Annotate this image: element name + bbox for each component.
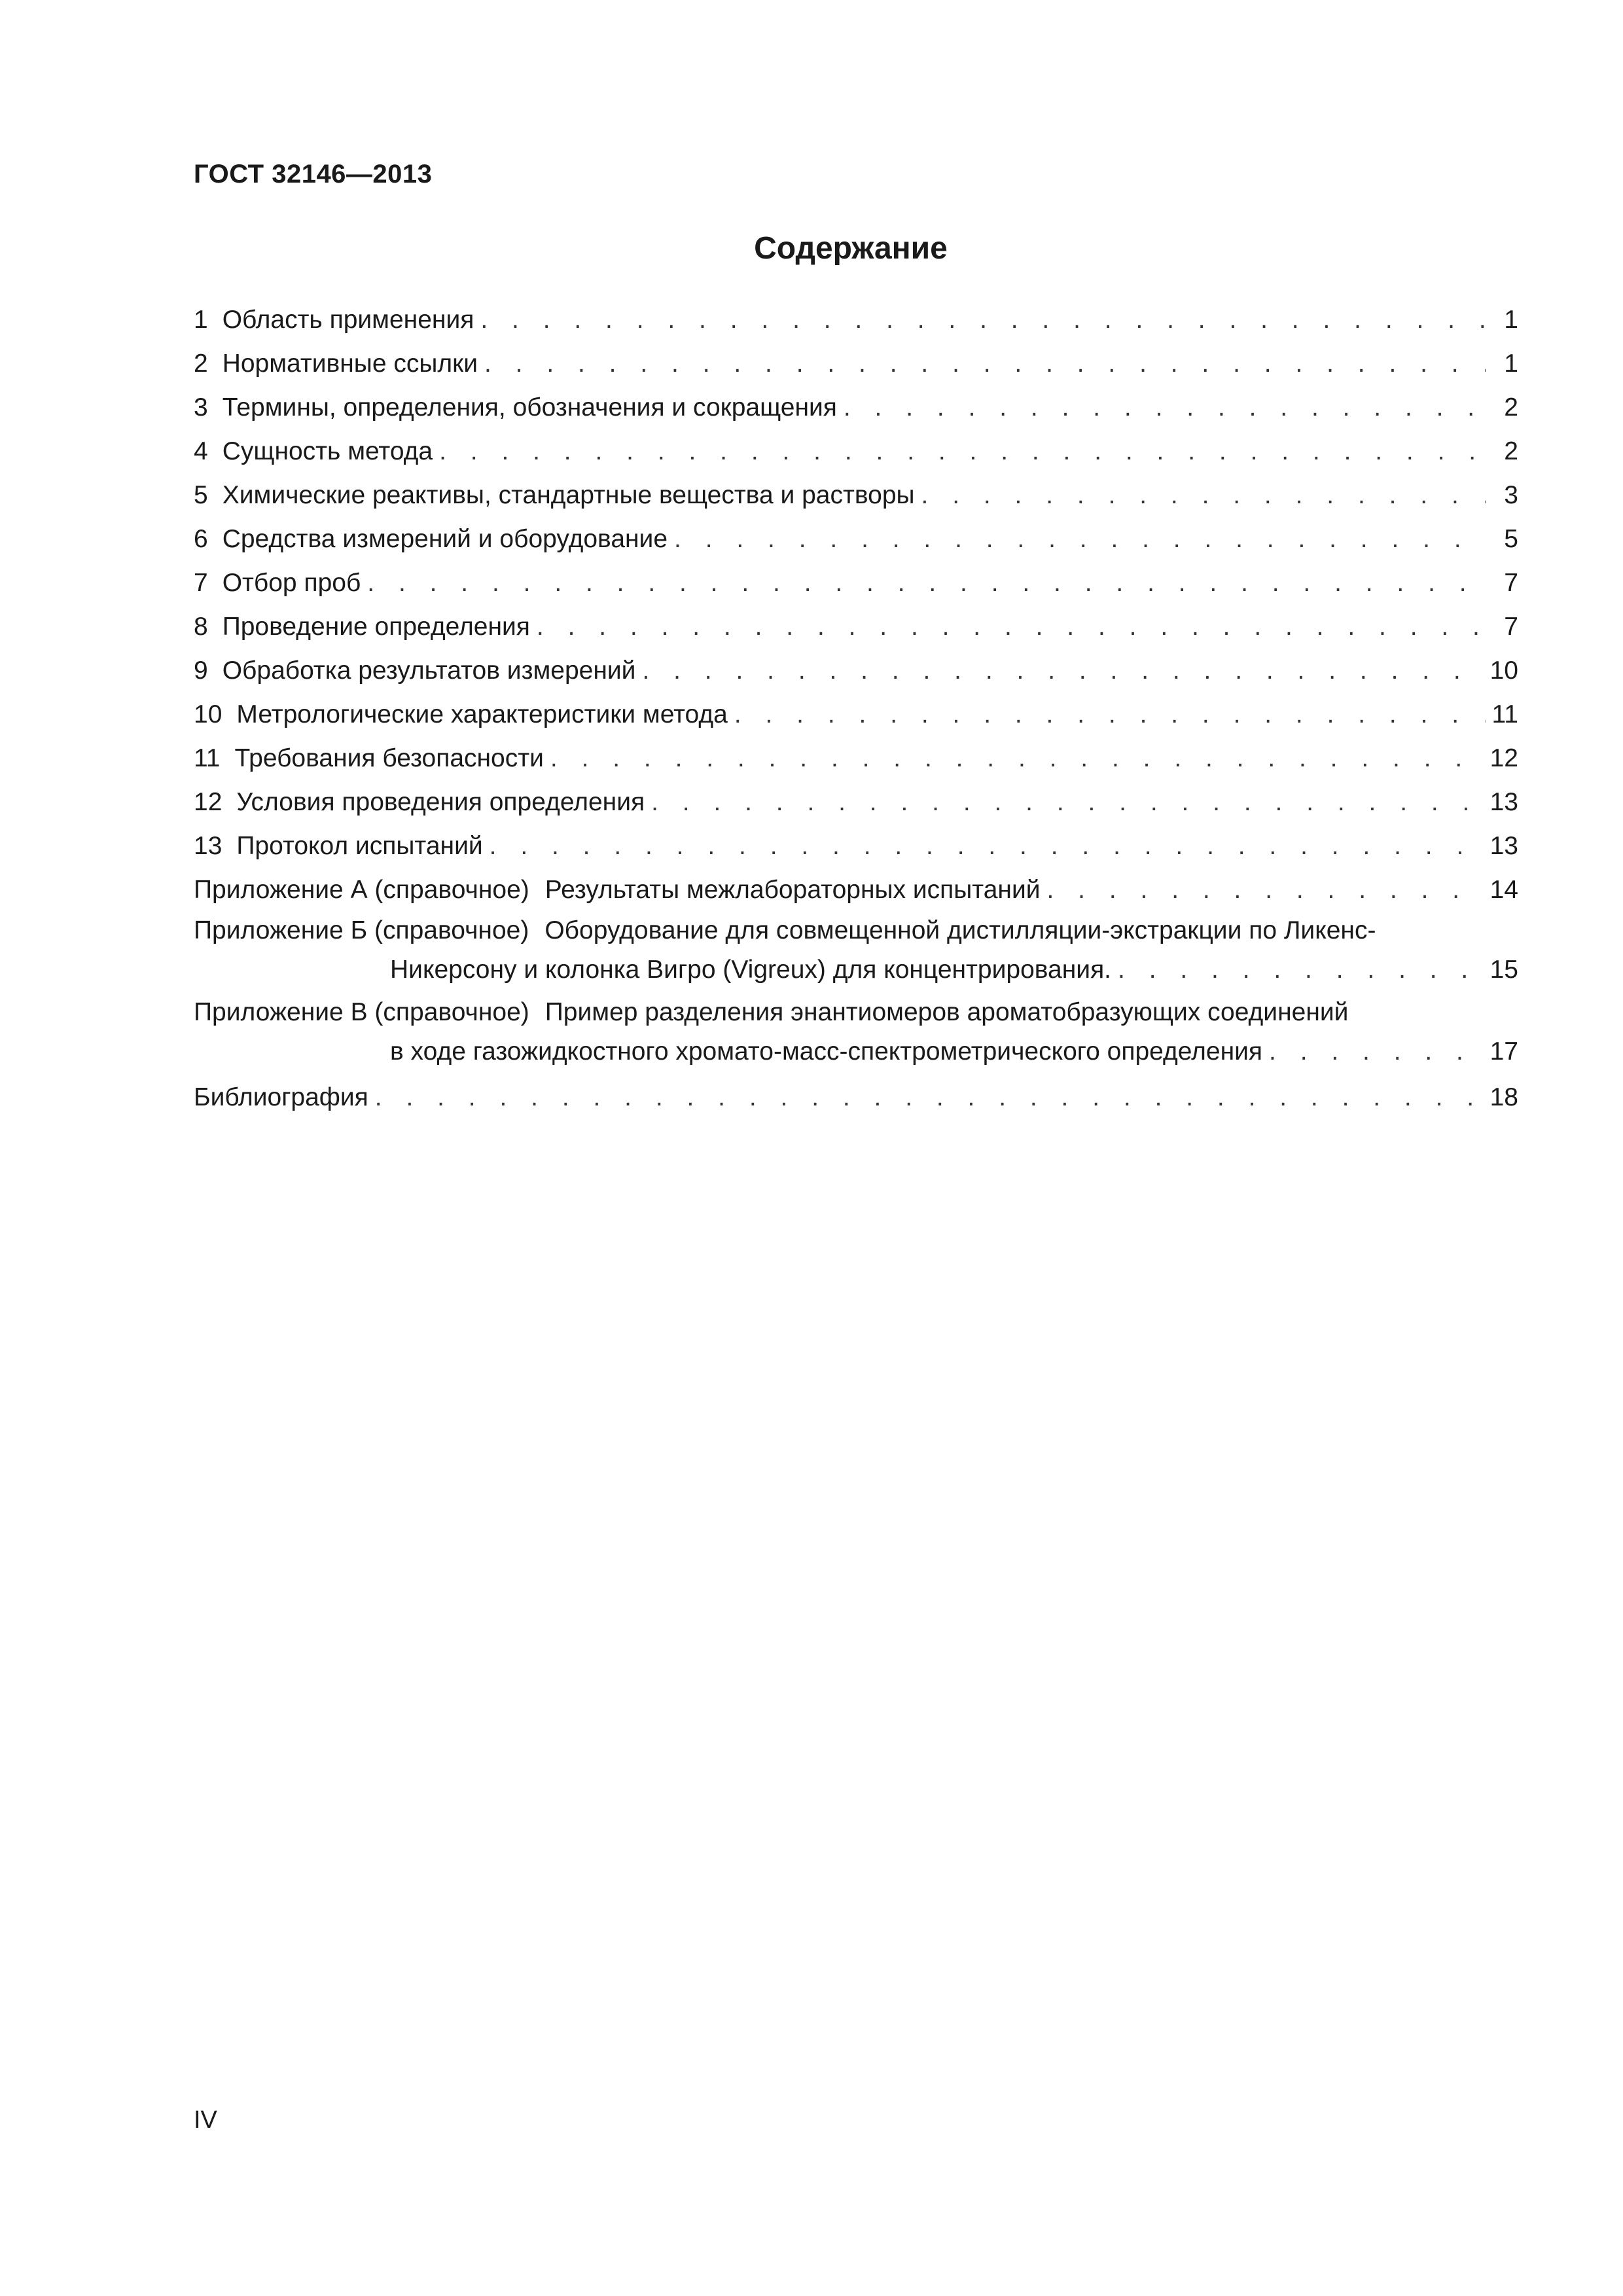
toc-entry-number: 12 bbox=[194, 788, 223, 816]
toc-entry-title: Протокол испытаний bbox=[236, 832, 483, 860]
toc-entry-page: 14 bbox=[1489, 876, 1518, 904]
toc-entry-page: 12 bbox=[1489, 744, 1518, 772]
toc-entry-title: Требования безопасности bbox=[234, 744, 544, 772]
toc-entry-title: Термины, определения, обозначения и сокращения bbox=[222, 393, 837, 422]
toc-entry[interactable] bbox=[194, 298, 1518, 342]
toc-entry-title: Отбор проб bbox=[222, 569, 361, 597]
dot-leader bbox=[367, 561, 1486, 605]
toc-entry-title: Обработка результатов измерений bbox=[222, 656, 636, 685]
toc-entry[interactable] bbox=[194, 736, 1518, 780]
standard-id: ГОСТ 32146—2013 bbox=[194, 160, 433, 188]
toc-entry-number: 10 bbox=[194, 700, 223, 728]
appendix-title-line2: в ходе газожидкостного хромато-масс-спектрометрического определения bbox=[390, 1037, 1263, 1066]
dot-leader bbox=[375, 1075, 1484, 1119]
toc-appendix-entry[interactable] bbox=[194, 912, 1518, 994]
appendix-title-line1: Пример разделения энантиомеров ароматобразующих соединений bbox=[544, 998, 1349, 1026]
toc-entry-number: 2 bbox=[194, 350, 208, 378]
toc-entry[interactable] bbox=[194, 386, 1518, 429]
toc-entry-number: 6 bbox=[194, 525, 208, 553]
toc-entry-page: 18 bbox=[1489, 1083, 1518, 1111]
toc-entry-title: Условия проведения определения bbox=[236, 788, 645, 816]
dot-leader bbox=[439, 429, 1486, 473]
dot-leader bbox=[484, 342, 1486, 386]
appendix-label: Приложение Б (справочное) bbox=[194, 916, 529, 944]
toc-entry-number: 1 bbox=[194, 306, 208, 334]
toc-entry-title: Область применения bbox=[222, 306, 474, 334]
appendix-label: Приложение А (справочное) bbox=[194, 876, 529, 904]
toc-bibliography-entry[interactable] bbox=[194, 1075, 1518, 1119]
toc-entry-page: 7 bbox=[1504, 569, 1518, 597]
toc-entry-page: 13 bbox=[1489, 832, 1518, 860]
toc-entry-title: Метрологические характеристики метода bbox=[236, 700, 728, 728]
toc-entry-page: 1 bbox=[1504, 306, 1518, 334]
dot-leader bbox=[651, 780, 1484, 824]
toc-entry[interactable] bbox=[194, 517, 1518, 561]
appendix-title-line1: Оборудование для совмещенной дистилляции-экстракции по Ликенс- bbox=[544, 916, 1376, 944]
appendix-title-line2: Никерсону и колонка Вигро (Vigreux) для концентрирования. bbox=[390, 956, 1112, 984]
dot-leader bbox=[642, 649, 1483, 692]
appendix-label: Приложение В (справочное) bbox=[194, 998, 529, 1026]
toc-entry-title: Проведение определения bbox=[222, 613, 530, 641]
toc-entry-number: 4 bbox=[194, 437, 208, 465]
dot-leader bbox=[921, 473, 1486, 517]
toc-entry[interactable] bbox=[194, 473, 1518, 517]
toc-entry[interactable] bbox=[194, 429, 1518, 473]
dot-leader bbox=[1269, 1031, 1484, 1072]
toc-entry-page: 15 bbox=[1489, 956, 1518, 984]
bibliography-title: Библиография bbox=[194, 1083, 368, 1111]
toc-entry-title: Химические реактивы, стандартные вещества и растворы bbox=[222, 481, 915, 509]
toc-entry-page: 17 bbox=[1489, 1037, 1518, 1066]
toc-entry-title: Средства измерений и оборудование bbox=[222, 525, 668, 553]
toc-entry-title: Нормативные ссылки bbox=[222, 350, 478, 378]
page-number: IV bbox=[194, 2106, 217, 2134]
toc-entry-page: 2 bbox=[1504, 393, 1518, 422]
toc-entry-page: 10 bbox=[1489, 656, 1518, 685]
toc-entry-page: 11 bbox=[1491, 700, 1518, 728]
toc-entry-title: Сущность метода bbox=[222, 437, 433, 465]
toc-entry-number: 9 bbox=[194, 656, 208, 685]
toc-entry[interactable] bbox=[194, 649, 1518, 692]
toc-entry-page: 13 bbox=[1489, 788, 1518, 816]
toc-entry-number: 13 bbox=[194, 832, 223, 860]
toc-title: Содержание bbox=[754, 231, 948, 266]
toc-entry-number: 5 bbox=[194, 481, 208, 509]
toc-entry-page: 1 bbox=[1504, 350, 1518, 378]
toc-entry-page: 7 bbox=[1504, 613, 1518, 641]
table-of-contents bbox=[194, 298, 1518, 1119]
toc-entry[interactable] bbox=[194, 342, 1518, 386]
toc-entry[interactable] bbox=[194, 692, 1518, 736]
toc-entry-number: 7 bbox=[194, 569, 208, 597]
toc-entry[interactable] bbox=[194, 824, 1518, 868]
toc-entry-page: 5 bbox=[1504, 525, 1518, 553]
dot-leader bbox=[537, 605, 1486, 649]
toc-entry[interactable] bbox=[194, 780, 1518, 824]
toc-entry-page: 3 bbox=[1504, 481, 1518, 509]
dot-leader bbox=[674, 517, 1486, 561]
dot-leader bbox=[490, 824, 1484, 868]
dot-leader bbox=[1047, 868, 1484, 912]
toc-appendix-entry[interactable] bbox=[194, 868, 1518, 912]
toc-entry[interactable] bbox=[194, 561, 1518, 605]
toc-appendix-entry[interactable] bbox=[194, 994, 1518, 1075]
dot-leader bbox=[844, 386, 1486, 429]
dot-leader bbox=[1118, 950, 1484, 990]
appendix-title: Результаты межлабораторных испытаний bbox=[544, 876, 1041, 904]
toc-entry[interactable] bbox=[194, 605, 1518, 649]
toc-entry-page: 2 bbox=[1504, 437, 1518, 465]
toc-entry-number: 11 bbox=[194, 744, 221, 772]
dot-leader bbox=[550, 736, 1484, 780]
dot-leader bbox=[734, 692, 1486, 736]
dot-leader bbox=[480, 298, 1486, 342]
toc-entry-number: 3 bbox=[194, 393, 208, 422]
toc-entry-number: 8 bbox=[194, 613, 208, 641]
